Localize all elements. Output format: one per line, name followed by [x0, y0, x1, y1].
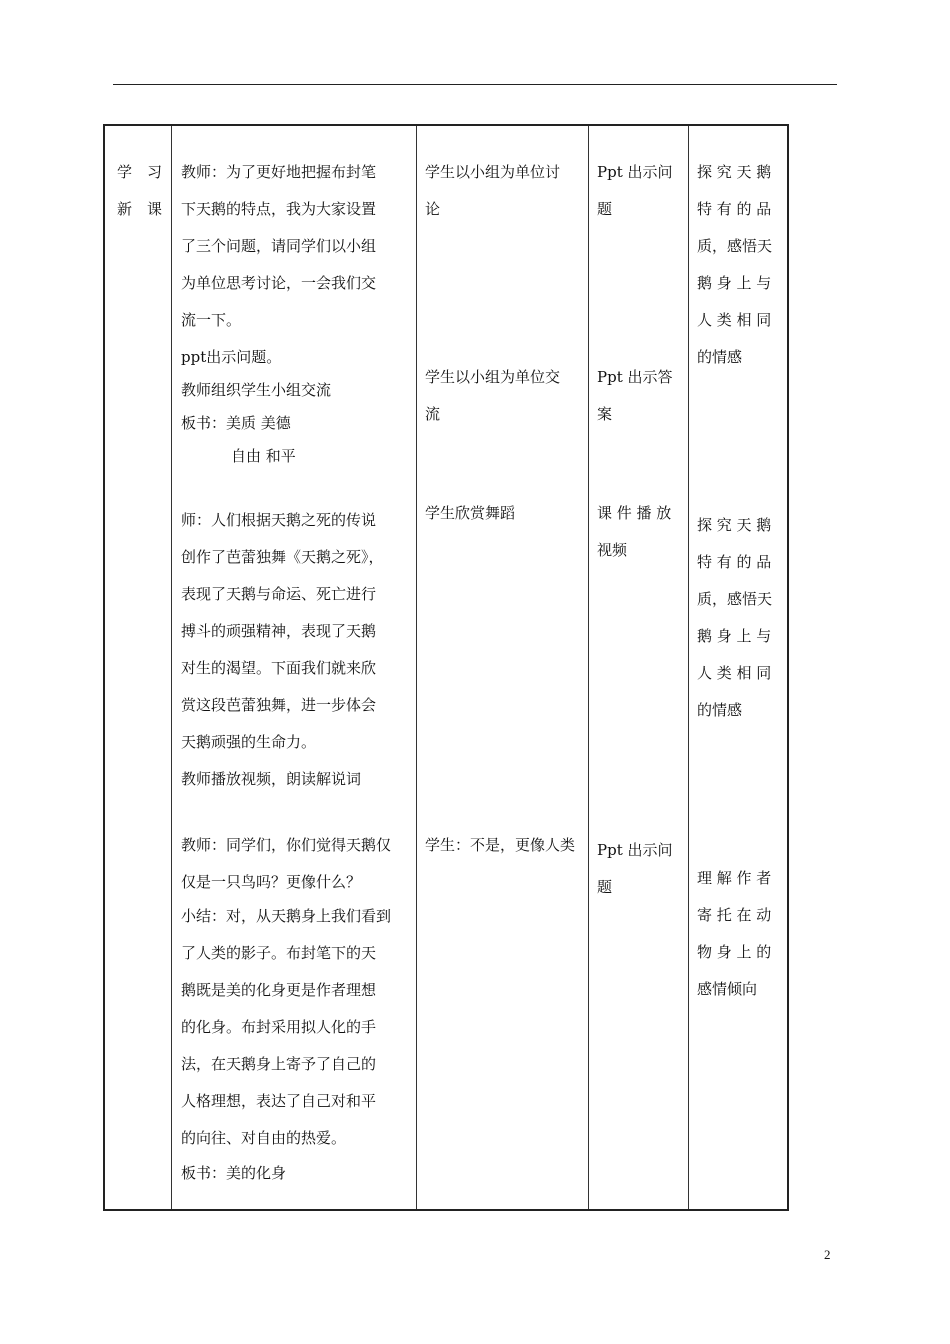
board-note: 自由 和平 [231, 447, 296, 465]
media-4 [597, 832, 673, 906]
intent-line: 鹅 身 上 与 [697, 627, 772, 645]
intent-line: 感情倾向 [697, 980, 758, 998]
teacher-block-1-notes [181, 341, 331, 473]
teacher-block-2 [181, 502, 384, 761]
lesson-table [103, 124, 789, 1211]
teacher-line: 创作了芭蕾独舞《天鹅之死》， [181, 548, 384, 566]
teacher-block-1 [181, 154, 376, 339]
media-line: Ppt 出示答 [597, 368, 673, 386]
intent-line: 人 类 相 同 [697, 311, 772, 329]
teacher-line: 了人类的影子。布封笔下的天 [181, 944, 377, 962]
media-line: 题 [597, 878, 613, 896]
header-rule [113, 84, 837, 85]
student-line: 流 [425, 405, 441, 423]
teacher-line: 教师：同学们，你们觉得天鹅仅 [181, 836, 392, 854]
teacher-line: 师：人们根据天鹅之死的传说 [181, 511, 377, 529]
intent-line: 质，感悟天 [697, 590, 773, 608]
column-divider [171, 126, 172, 1209]
student-line: 论 [425, 200, 441, 218]
media-1 [597, 154, 673, 228]
page-number: 2 [824, 1247, 831, 1262]
teacher-line: 小结：对，从天鹅身上我们看到 [181, 907, 392, 925]
teacher-line: 对生的渴望。下面我们就来欣 [181, 659, 377, 677]
intent-line: 特 有 的 品 [697, 553, 772, 571]
intent-1 [697, 154, 772, 376]
teacher-line: ppt出示问题。 [181, 348, 282, 366]
intent-line: 鹅 身 上 与 [697, 274, 772, 292]
media-line: 案 [597, 405, 613, 423]
board-note: 板书：美的化身 [181, 1164, 287, 1182]
teacher-line: 的化身。布封采用拟人化的手 [181, 1018, 377, 1036]
intent-3 [697, 860, 771, 1008]
teacher-line: 教师组织学生小组交流 [181, 381, 332, 399]
intent-line: 特 有 的 品 [697, 200, 772, 218]
teacher-block-3 [181, 827, 391, 864]
teacher-line: 教师：为了更好地把握布封笔 [181, 163, 377, 181]
intent-line: 探 究 天 鹅 [697, 163, 772, 181]
media-2 [597, 359, 673, 433]
teacher-line: 法，在天鹅身上寄予了自己的 [181, 1055, 377, 1073]
intent-2 [697, 507, 772, 729]
teacher-block-2-note [181, 763, 361, 796]
board-note: 板书：美质 美德 [181, 414, 291, 432]
teacher-block-3-board [181, 1157, 286, 1190]
teacher-line: 天鹅顽强的生命力。 [181, 733, 317, 751]
teacher-line: 为单位思考讨论，一会我们交 [181, 274, 377, 292]
media-line: 课 件 播 放 [597, 504, 672, 522]
intent-line: 物 身 上 的 [697, 943, 772, 961]
stage-line: 学 习 [117, 163, 163, 181]
student-line: 学生以小组为单位交 [425, 368, 561, 386]
teacher-line: 流一下。 [181, 311, 242, 329]
teacher-line: 下天鹅的特点，我为大家设置 [181, 200, 377, 218]
student-activity-3 [425, 495, 515, 532]
student-activity-1 [425, 154, 560, 228]
intent-line: 寄 托 在 动 [697, 906, 772, 924]
column-divider [588, 126, 589, 1209]
student-line: 学生：不是，更像人类 [425, 836, 576, 854]
media-line: 视频 [597, 541, 628, 559]
student-activity-4 [425, 827, 575, 864]
media-line: 题 [597, 200, 613, 218]
stage-cell [117, 154, 162, 228]
intent-line: 的情感 [697, 701, 743, 719]
intent-line: 人 类 相 同 [697, 664, 772, 682]
stage-line: 新 课 [117, 200, 163, 218]
teacher-line: 人格理想，表达了自己对和平 [181, 1092, 377, 1110]
intent-line: 的情感 [697, 348, 743, 366]
teacher-line: 教师播放视频，朗读解说词 [181, 770, 362, 788]
teacher-line: 赏这段芭蕾独舞，进一步体会 [181, 696, 377, 714]
student-line: 学生以小组为单位讨 [425, 163, 561, 181]
column-divider [416, 126, 417, 1209]
teacher-line: 搏斗的顽强精神，表现了天鹅 [181, 622, 377, 640]
teacher-line: 了三个问题，请同学们以小组 [181, 237, 377, 255]
student-line: 学生欣赏舞蹈 [425, 504, 516, 522]
teacher-line: 仅是一只鸟吗？更像什么？ [181, 873, 362, 891]
teacher-line: 的向往、对自由的热爱。 [181, 1129, 347, 1147]
media-line: Ppt 出示问 [597, 163, 673, 181]
media-3 [597, 495, 671, 569]
media-line: Ppt 出示问 [597, 841, 673, 859]
student-activity-2 [425, 359, 560, 433]
intent-line: 理 解 作 者 [697, 869, 772, 887]
teacher-line: 表现了天鹅与命运、死亡进行 [181, 585, 377, 603]
intent-line: 质，感悟天 [697, 237, 773, 255]
column-divider [688, 126, 689, 1209]
teacher-block-3-summary [181, 898, 391, 1157]
teacher-block-3b [181, 866, 361, 899]
intent-line: 探 究 天 鹅 [697, 516, 772, 534]
teacher-line: 鹅既是美的化身更是作者理想 [181, 981, 377, 999]
